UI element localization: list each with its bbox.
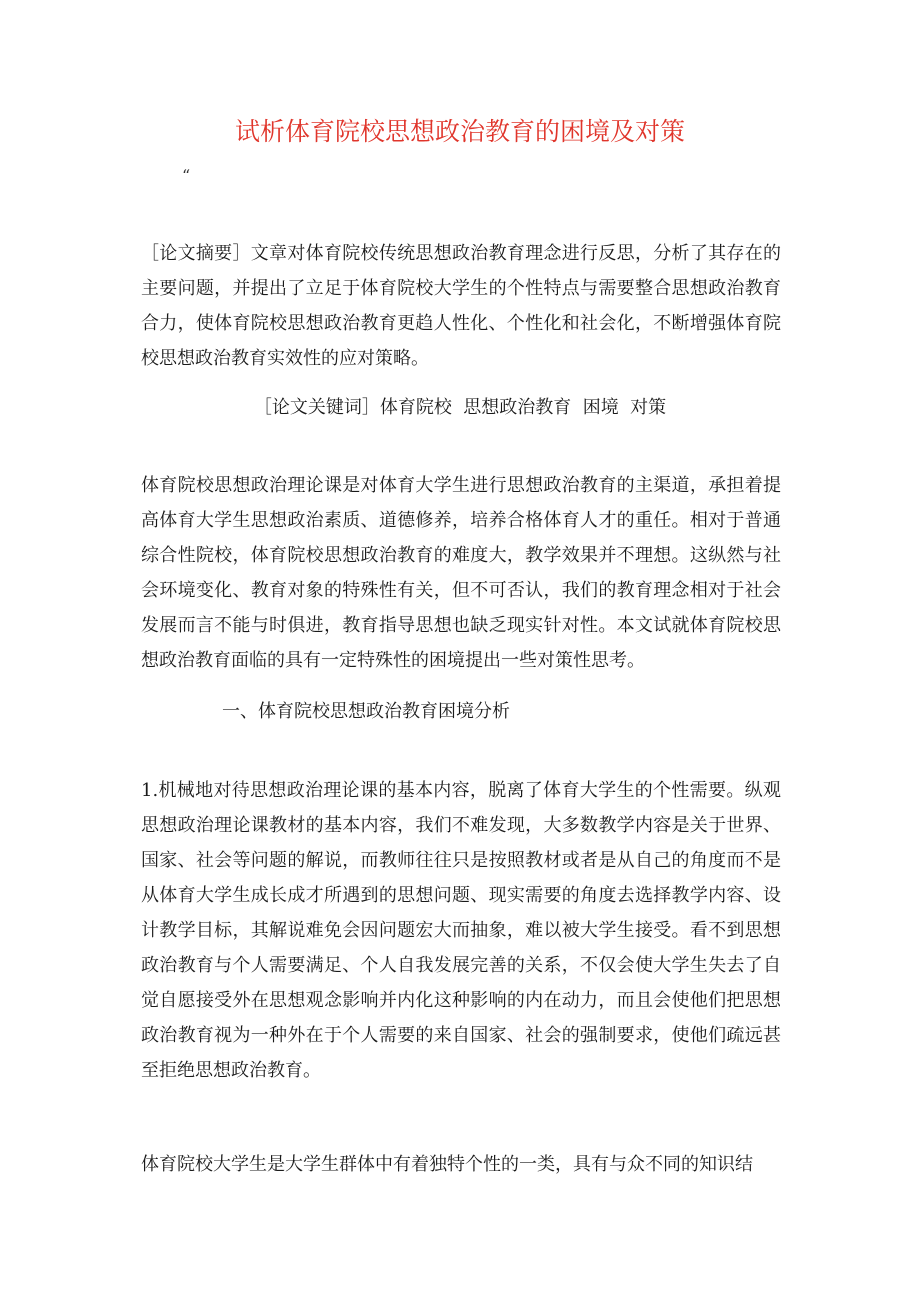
keywords-line: ［论文关键词］体育院校 思想政治教育 困境 对策	[253, 397, 667, 418]
quote-mark: “	[182, 166, 191, 185]
document-title: 试析体育院校思想政治教育的困境及对策	[234, 117, 685, 146]
paragraph-2: 体育院校大学生是大学生群体中有着独特个性的一类，具有与众不同的知识结	[141, 1154, 753, 1175]
section-heading: 一、体育院校思想政治教育困境分析	[222, 701, 510, 722]
abstract-paragraph: ［论文摘要］文章对体育院校传统思想政治教育理念进行反思，分析了其存在的主要问题，并提出了立足于体育院校大学生的个性特点与需要整合思想政治教育合力，使体育院校思想政治教育更趋人性化、个性化和社会化，不断增强体育院校思想政治教育实效性的应对策略。	[141, 243, 781, 369]
intro-paragraph: 体育院校思想政治理论课是对体育大学生进行思想政治教育的主渠道，承担着提高体育大学生思想政治素质、道德修养，培养合格体育人才的重任。相对于普通综合性院校，体育院校思想政治教育的难度大，教学效果并不理想。这纵然与社会环境变化、教育对象的特殊性有关，但不可否认，我们的教育理念相对于社会发展而言不能与时俱进，教育指导思想也缺乏现实针对性。本文试就体育院校思想政治教育面临的具有一定特殊性的困境提出一些对策性思考。	[141, 475, 781, 671]
point-1-paragraph: 1.机械地对待思想政治理论课的基本内容，脱离了体育大学生的个性需要。纵观思想政治理论课教材的基本内容，我们不难发现，大多数教学内容是关于世界、国家、社会等问题的解说，而教师往往只是按照教材或者是从自己的角度而不是从体育大学生成长成才所遇到的思想问题、现实需要的角度去选择教学内容、设计教学目标，其解说难免会因问题宏大而抽象，难以被大学生接受。看不到思想政治教育与个人需要满足、个人自我发展完善的关系，不仅会使大学生失去了自觉自愿接受外在思想观念影响并内化这种影响的内在动力，而且会使他们把思想政治教育视为一种外在于个人需要的来自国家、社会的强制要求，使他们疏远甚至拒绝思想政治教育。	[141, 780, 781, 1081]
